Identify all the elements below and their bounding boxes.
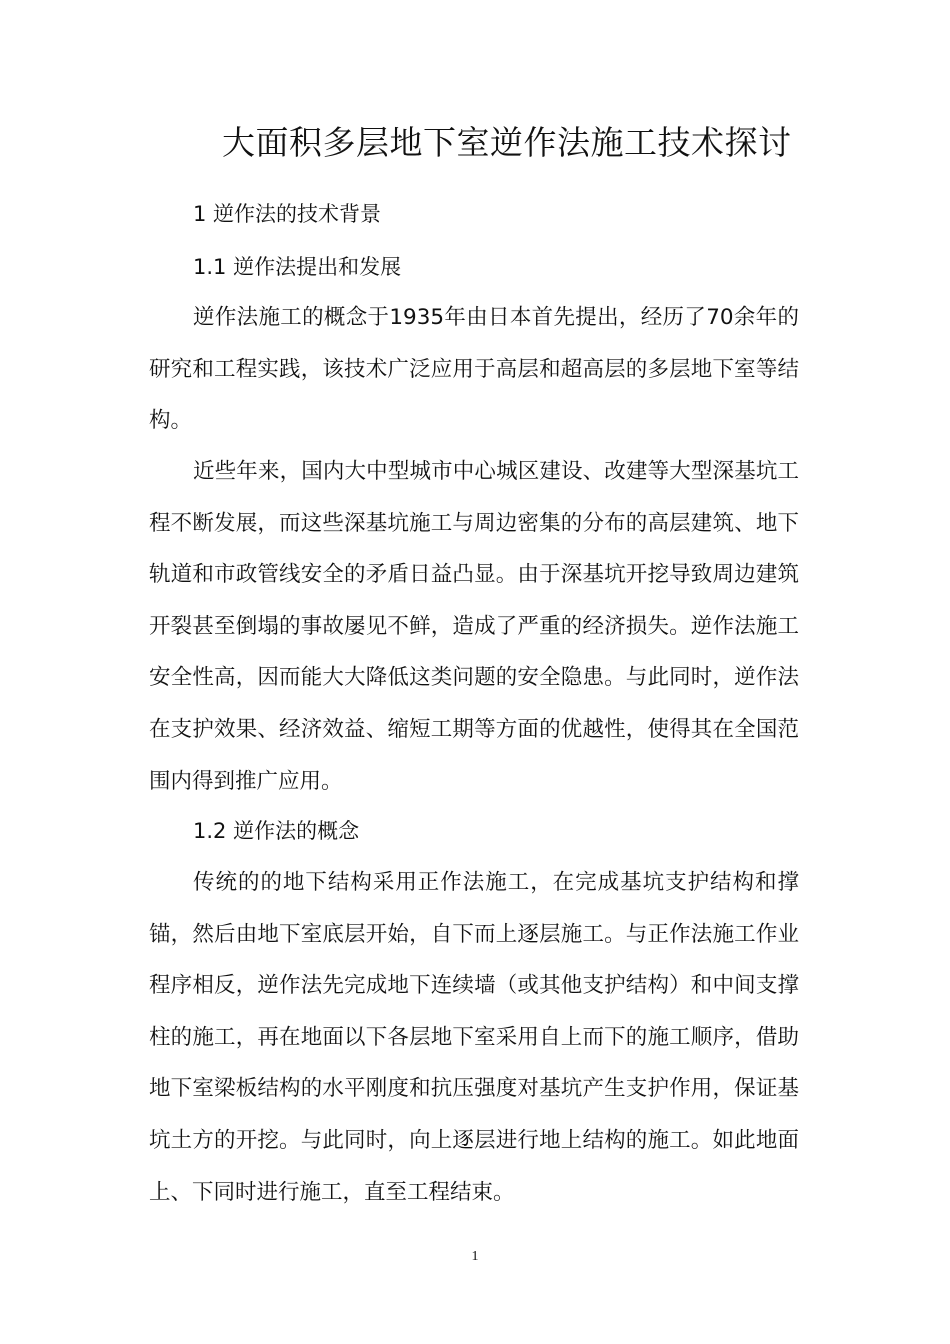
- section-heading-1: 1 逆作法的技术背景: [193, 202, 382, 226]
- paragraph-3: 传统的的地下结构采用正作法施工，在完成基坑支护结构和撑锚，然后由地下室底层开始，自下而上逐层施工。与正作法施工作业程序相反，逆作法先完成地下连续墙（或其他支护结构）和中间支撑柱的施工，再在地面以下各层地下室采用自上而下的施工顺序，借助地下室梁板结构的水平刚度和抗压强度对基坑产生支护作用，保证基坑土方的开挖。与此同时，向上逐层进行地上结构的施工。如此地面上、下同时进行施工，直至工程结束。: [149, 870, 799, 1205]
- paragraph-2: 近些年来，国内大中型城市中心城区建设、改建等大型深基坑工程不断发展，而这些深基坑施工与周边密集的分布的高层建筑、地下轨道和市政管线安全的矛盾日益凸显。由于深基坑开挖导致周边建筑开裂甚至倒塌的事故屡见不鲜，造成了严重的经济损失。逆作法施工安全性高，因而能大大降低这类问题的安全隐患。与此同时，逆作法在支护效果、经济效益、缩短工期等方面的优越性，使得其在全国范围内得到推广应用。: [149, 459, 799, 794]
- page-number: 1: [471, 1249, 479, 1264]
- document-title: 大面积多层地下室逆作法施工技术探讨: [222, 123, 792, 162]
- section-heading-1-1: 1.1 逆作法提出和发展: [193, 255, 402, 279]
- paragraph-1: 逆作法施工的概念于1935年由日本首先提出，经历了70余年的研究和工程实践，该技术广泛应用于高层和超高层的多层地下室等结构。: [149, 305, 799, 434]
- section-heading-1-2: 1.2 逆作法的概念: [193, 819, 360, 843]
